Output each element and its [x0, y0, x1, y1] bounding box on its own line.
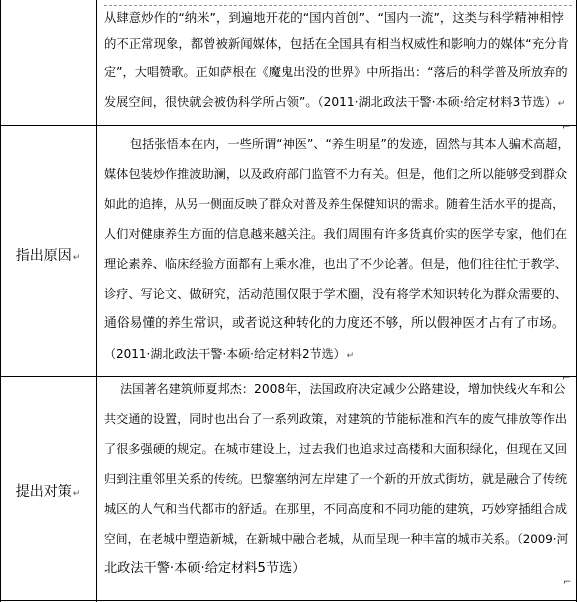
text-line: 北政法干警·本硕·给定材料5节选） — [104, 561, 306, 576]
text-line: 的不正常现象，都曾被新闻媒体，包括在全国具有相当权威性和影响力的媒体“充分肯 — [104, 36, 569, 51]
text-line: 了很多强硬的规定。在城市建设上，过去我们也追求过高楼和大面积绿化，但现在又回 — [104, 442, 568, 456]
row-content — [104, 126, 572, 376]
text-line: 法国著名建筑师夏邦杰：2008年，法国政府决定减少公路建设，增加快线火车和公 — [120, 382, 566, 396]
text-line: 包括张悟本在内，一些所谓“神医”、“养生明星”的发迹，固然与其本人骗术高超， — [130, 137, 570, 151]
text-boundary-corner: ⌐ — [562, 122, 571, 133]
text-line: 诊疗、写论文、做研究，活动范围仅限于学术圈，没有将学术知识转化为群众需要的、 — [104, 287, 568, 301]
return-mark-icon: ↵ — [346, 351, 355, 361]
text-boundary-corner: ⌐ — [562, 373, 571, 384]
row-label-reasons: 指出原因↵ — [15, 248, 81, 264]
return-mark-icon: ↵ — [72, 253, 81, 263]
row-content — [104, 377, 572, 600]
text-line: 通俗易懂的养生常识，或者说这种转化的力度还不够，所以假神医才占有了市场。 — [104, 316, 565, 331]
text-line: 从肆意炒作的“纳米”，到遍地开花的“国内首创”、“国内一流”，这类与科学精神相悖 — [104, 10, 564, 25]
return-mark-icon: ↵ — [557, 99, 566, 109]
return-mark-icon: ↵ — [72, 489, 81, 499]
text-line: 媒体包装炒作推波助澜，以及政府部门监管不力有关。但是，他们之所以能够受到群众 — [104, 167, 568, 181]
text-line: 人们对健康养生方面的信息越来越关注。我们周围有许多货真价实的医学专家，他们在 — [104, 227, 568, 241]
table-column-divider — [96, 0, 97, 602]
text-line: 定”，大唱赞歌。正如萨根在《魔鬼出没的世界》中所指出：“落后的科学普及所放弃的 — [104, 65, 568, 79]
table-border-bottom — [0, 600, 577, 601]
text-line: 共交通的设置，同时也出台了一系列政策，对建筑的节能标准和汽车的废气排放等作出 — [104, 412, 568, 426]
row-label-countermeasures: 提出对策↵ — [15, 484, 81, 500]
text-boundary-corner: ⌐ — [563, 577, 572, 588]
text-line: 归到注重邻里关系的传统。巴黎塞纳河左岸建了一个新的开放式街坊，就是融合了传统 — [104, 472, 568, 486]
text-line: （2011·湖北政法干警·本硕·给定材料2节选）↵ — [104, 347, 355, 361]
row-content — [104, 4, 572, 124]
text-line: 如此的追捧，从另一侧面反映了群众对普及养生保健知识的需求。随着生活水平的提高， — [104, 197, 565, 211]
text-line: 理论素养、临床经验方面都有上乘水准，也出了不少论著。但是，他们往往忙于教学、 — [104, 257, 568, 271]
table-border-left — [0, 0, 1, 602]
text-line: 空间，在老城中塑造新城，在新城中融合老城，从而呈现一种丰富的城市关系。（2009·河 — [104, 532, 569, 546]
text-line: 发展空间，很快就会被伪科学所占领”。（2011·湖北政法干警·本硕·给定材料3节选）↵ — [104, 95, 566, 109]
text-line: 城区的人气和当代都市的舒适。在那里，不同高度和不同功能的建筑，巧妙穿插组合成 — [104, 502, 568, 516]
